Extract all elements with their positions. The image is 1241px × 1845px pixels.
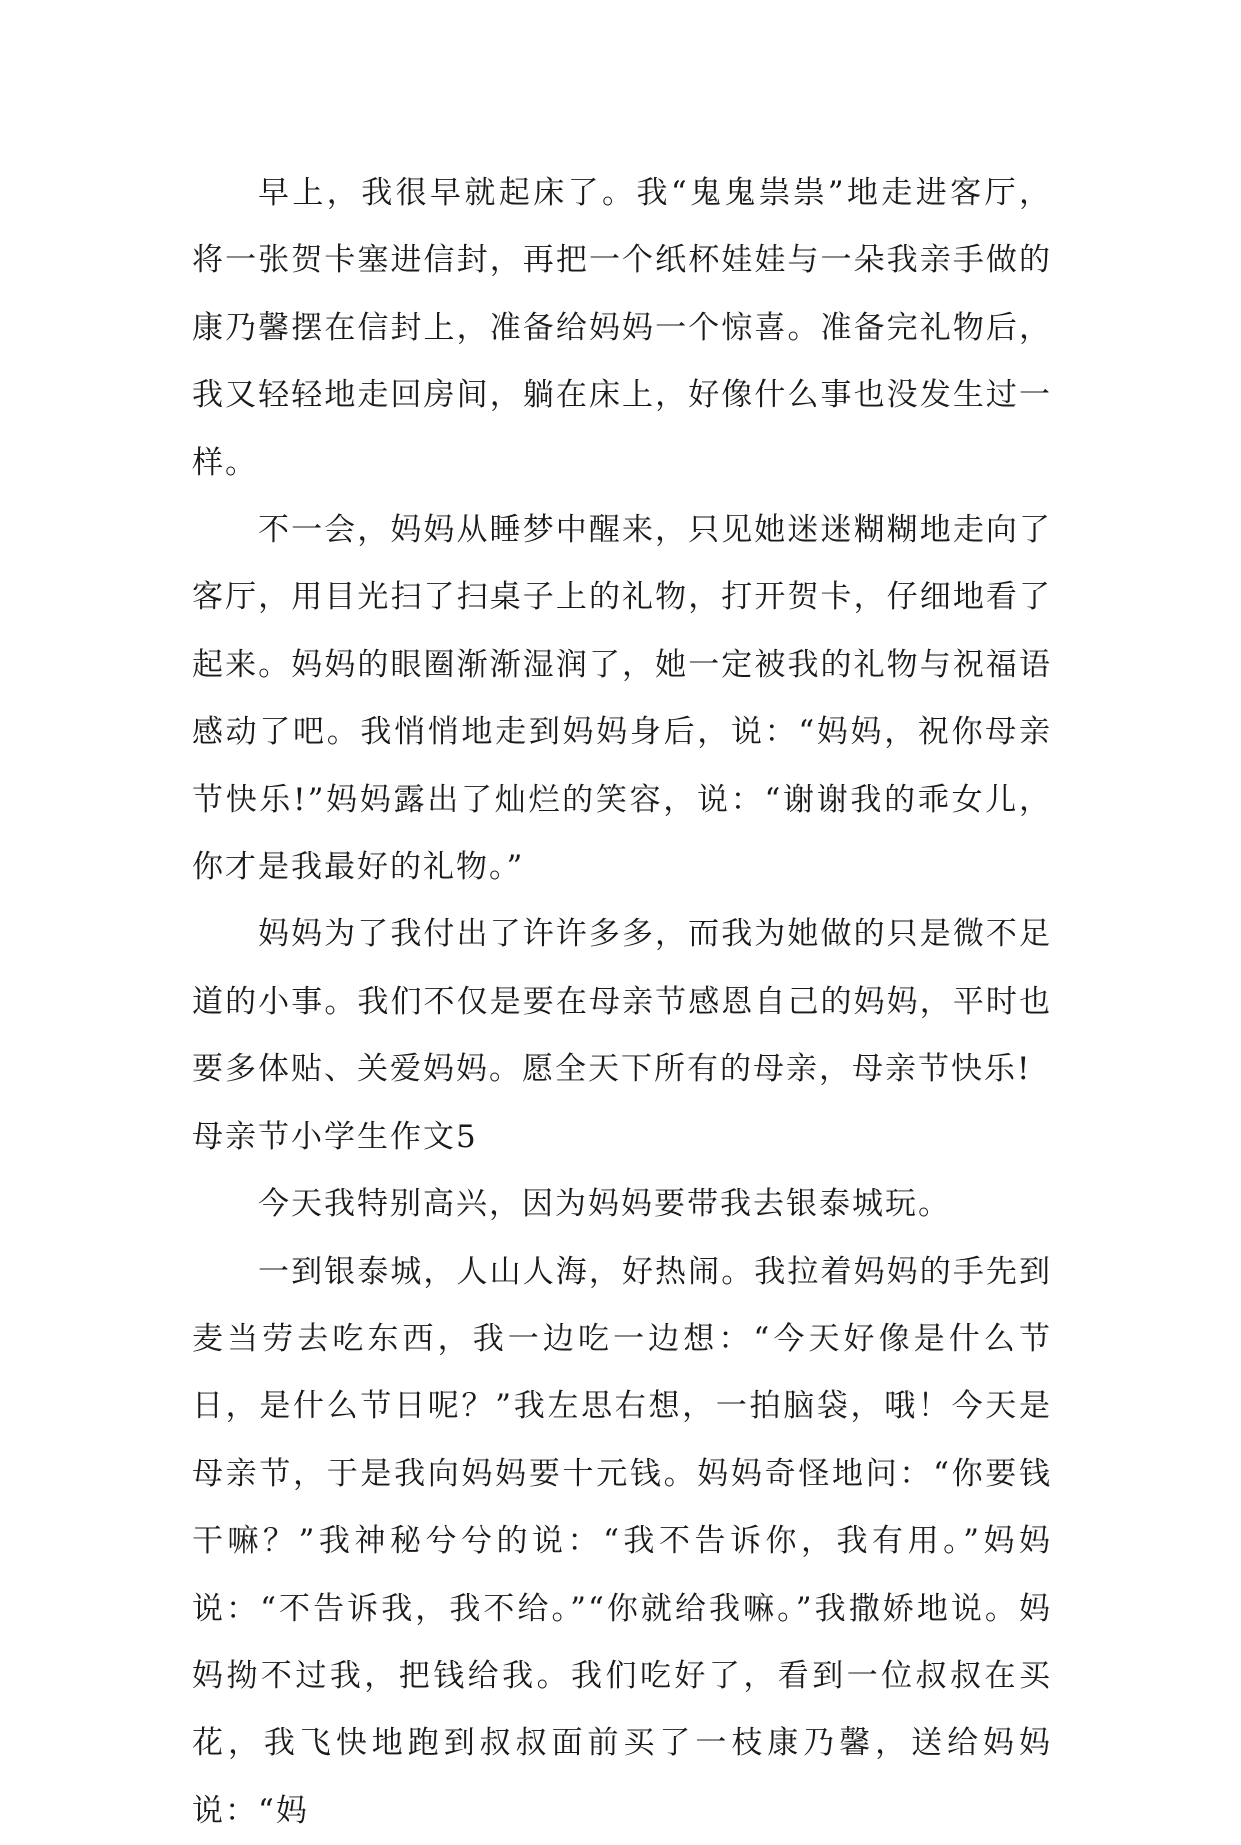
paragraph: 妈妈为了我付出了许许多多，而我为她做的只是微不足道的小事。我们不仅是要在母亲节感恩自己的妈妈，平时也要多体贴、关爱妈妈。愿全天下所有的母亲，母亲节快乐! (192, 901, 1052, 1103)
paragraph: 一到银泰城，人山人海，好热闹。我拉着妈妈的手先到麦当劳去吃东西，我一边吃一边想：“今天好像是什么节日，是什么节日呢？”我左思右想，一拍脑袋，哦！今天是母亲节，于是我向妈妈要十元钱。妈妈奇怪地问：“你要钱干嘛？”我神秘兮兮的说：“我不告诉你，我有用。”妈妈说：“不告诉我，我不给。”“你就给我嘛。”我撒娇地说。妈妈拗不过我，把钱给我。我们吃好了，看到一位叔叔在买花，我飞快地跑到叔叔面前买了一枝康乃馨，送给妈妈说：“妈 (192, 1239, 1052, 1845)
section-title: 母亲节小学生作文5 (192, 1104, 1052, 1171)
document-body (192, 160, 1052, 1845)
paragraph: 今天我特别高兴，因为妈妈要带我去银泰城玩。 (192, 1171, 1052, 1238)
paragraph: 不一会，妈妈从睡梦中醒来，只见她迷迷糊糊地走向了客厅，用目光扫了扫桌子上的礼物，打开贺卡，仔细地看了起来。妈妈的眼圈渐渐湿润了，她一定被我的礼物与祝福语感动了吧。我悄悄地走到妈妈身后，说：“妈妈，祝你母亲节快乐!”妈妈露出了灿烂的笑容，说：“谢谢我的乖女儿，你才是我最好的礼物。” (192, 497, 1052, 901)
paragraph: 早上，我很早就起床了。我“鬼鬼祟祟”地走进客厅，将一张贺卡塞进信封，再把一个纸杯娃娃与一朵我亲手做的康乃馨摆在信封上，准备给妈妈一个惊喜。准备完礼物后，我又轻轻地走回房间，躺在床上，好像什么事也没发生过一样。 (192, 160, 1052, 497)
